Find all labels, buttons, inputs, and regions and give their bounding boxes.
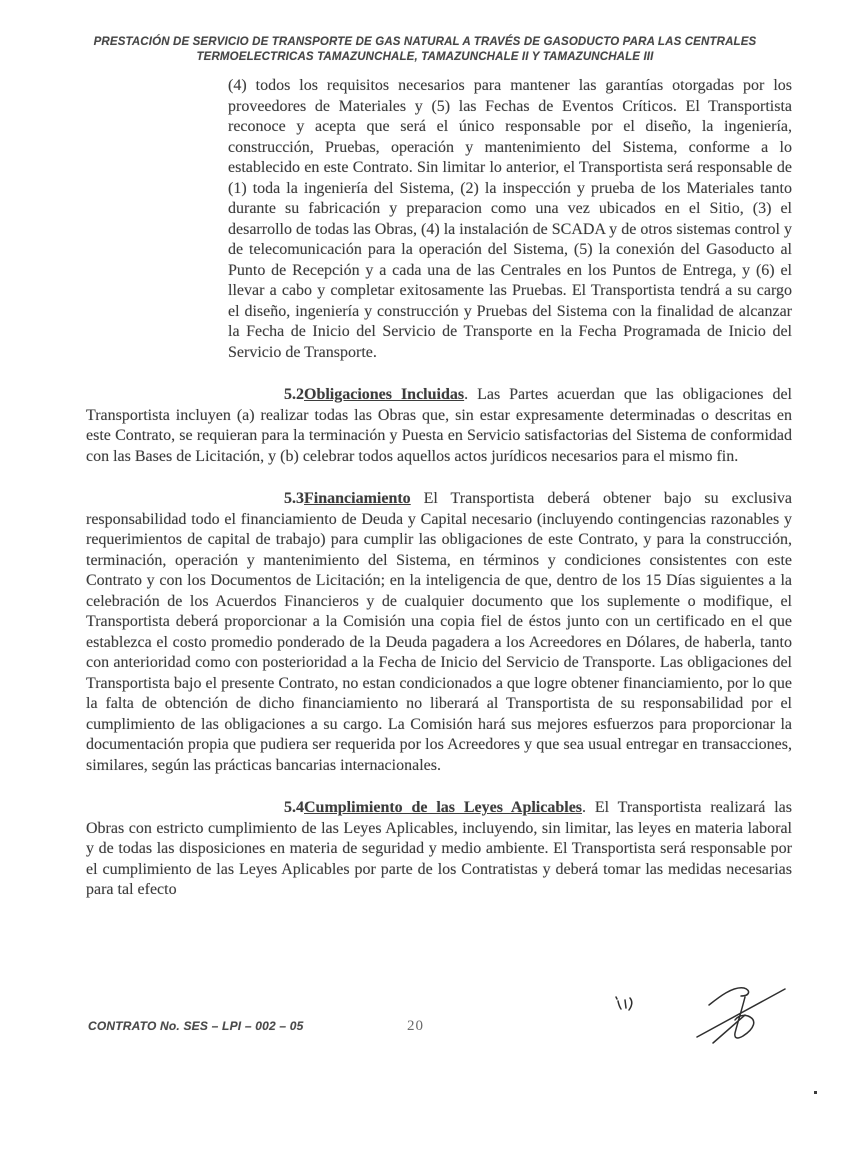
section-title-punctuation: . bbox=[464, 386, 469, 403]
section-paragraph-5-2 bbox=[86, 385, 792, 467]
contract-number: CONTRATO No. SES – LPI – 002 – 05 bbox=[88, 1019, 304, 1033]
scan-speck bbox=[814, 1091, 817, 1094]
section-number: 5.3 bbox=[284, 490, 304, 507]
section-paragraph-5-3 bbox=[86, 489, 792, 776]
signature-strokes bbox=[697, 988, 785, 1043]
signature-scribble bbox=[585, 975, 815, 1055]
section-title: Cumplimiento de las Leyes Aplicables bbox=[304, 799, 583, 816]
section-number: 5.4 bbox=[284, 799, 304, 816]
header-title-line1: PRESTACIÓN DE SERVICIO DE TRANSPORTE DE GAS NATURAL A TRAVÉS DE GASODUCTO PARA LAS CENTRALES bbox=[93, 36, 757, 48]
section-text: El Transportista deberá obtener bajo su exclusiva responsabilidad todo el financiamiento de Deuda y Capital necesario (incluyendo contingencias razonables y requerimientos de capital de trabajo) para cumplir las obligaciones de este Contrato, y para la construcción, terminación, operación y mantenimiento del Sistema, en términos y condiciones consistentes con este Contrato y con los Documentos de Licitación; en la inteligencia de que, dentro de los 15 Días siguientes a la celebración de los Acuerdos Financieros y de cualquier documento que los suplemente o modifique, el Transportista deberá proporcionar a la Comisión una copia fiel de éstos junto con un certificado en el que establezca el costo promedio ponderado de la Deuda pagadera a los Acreedores en Dólares, de haberla, tanto con anterioridad como con posterioridad a la Fecha de Inicio del Servicio de Transporte. Las obligaciones del Transportista bajo el presente Contrato, no estan condicionados a que logre obtener financiamiento, por lo que la falta de obtención de dicho financiamiento no liberará al Transportista de su responsabilidad por el cumplimiento de las obligaciones a su cargo. La Comisión hará sus mejores esfuerzos para proporcionar la documentación propia que pudiera ser requerida por los Acreedores y que sea usual entregar en transacciones, similares, según las prácticas bancarias internacionales. bbox=[86, 490, 793, 774]
section-title-punctuation: . bbox=[582, 799, 587, 816]
header-title-line2: TERMOELECTRICAS TAMAZUNCHALE, TAMAZUNCHALE II Y TAMAZUNCHALE III bbox=[196, 51, 654, 63]
section-text: Las Partes acuerdan que las obligaciones del Transportista incluyen (a) realizar todas las Obras que, sin estar expresamente determinadas o descritas en este Contrato, se requieran para la terminación y Puesta en Servicio satisfactorias del Sistema de conformidad con las Bases de Licitación, y (b) celebrar todos aquellos actos jurídicos necesarios para el mismo fin. bbox=[86, 386, 792, 465]
section-text: El Transportista realizará las Obras con estricto cumplimiento de las Leyes Aplicables, incluyendo, sin limitar, las leyes en materia laboral y de todas las disposiciones en materia de seguridad y medio ambiente. El Transportista será responsable por el cumplimiento de las Leyes Aplicables por parte de los Contratistas y deberá tomar las medidas necesarias para tal efecto bbox=[86, 799, 792, 898]
continuation-paragraph: (4) todos los requisitos necesarios para mantener las garantías otorgadas por los proveedores de Materiales y (5) las Fechas de Eventos Críticos. El Transportista reconoce y acepta que será el único responsable por el diseño, la ingeniería, construcción, Pruebas, operación y mantenimiento del Sistema, conforme a lo establecido en este Contrato. Sin limitar lo anterior, el Transportista será responsable de (1) toda la ingeniería del Sistema, (2) la inspección y prueba de los Materiales tanto durante su fabricación y preparacion como una vez ubicados en el Sitio, (3) el desarrollo de todas las Obras, (4) la instalación de SCADA y de otros sistemas control y de telecomunicación para la operación del Sistema, (5) la conexión del Gasoducto al Punto de Recepción y a cada una de las Centrales en los Puntos de Entrega, y (6) el llevar a cabo y completar exitosamente las Pruebas. El Transportista tendrá a su cargo el diseño, ingeniería y construcción y Pruebas del Sistema con la finalidad de alcanzar la Fecha de Inicio del Servicio de Transporte en la Fecha Programada de Inicio del Servicio de Transporte. bbox=[228, 77, 792, 361]
section-paragraph-5-4 bbox=[86, 798, 792, 901]
page-header bbox=[0, 35, 850, 65]
document-body bbox=[86, 76, 792, 901]
section-number: 5.2 bbox=[284, 386, 304, 403]
section-title: Financiamiento bbox=[304, 490, 411, 507]
initials-mark bbox=[616, 997, 632, 1010]
page-number: 20 bbox=[407, 1018, 424, 1034]
section-title: Obligaciones Incluidas bbox=[304, 386, 465, 403]
